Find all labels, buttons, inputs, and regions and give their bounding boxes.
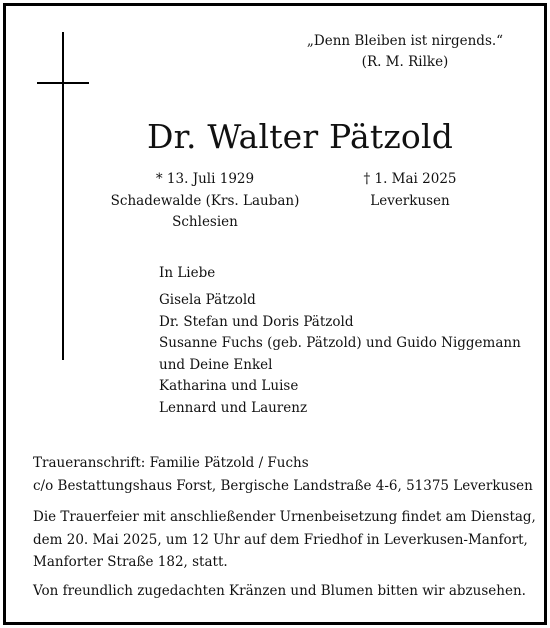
quote-author: (R. M. Rilke) [361,54,449,70]
flowers-note: Von freundlich zugedachten Kränzen und Blumen bitten wir abzusehen. [33,583,526,599]
address-line: Traueranschrift: Familie Pätzold / Fuchs [33,455,309,471]
list-item: Dr. Stefan und Doris Pätzold [159,313,354,330]
birth-date: * 13. Juli 1929 [155,171,255,187]
death-place: Leverkusen [370,192,450,209]
cross-icon-bar [37,82,89,84]
death-block [340,169,480,212]
quote-text: „Denn Bleiben ist nirgends.“ [306,33,504,49]
deceased-name: Dr. Walter Pätzold [146,117,454,156]
death-date: † 1. Mai 2025 [363,171,457,187]
birth-block [105,169,305,234]
birth-region: Schlesien [172,214,238,230]
ceremony-line: Manforter Straße 182, statt. [33,554,228,570]
funeral-address [33,452,533,497]
mourners-intro: In Liebe [159,265,216,281]
birth-place: Schadewalde (Krs. Lauban) [110,192,300,209]
ceremony-line: dem 20. Mai 2025, um 12 Uhr auf dem Friedhof in Leverkusen-Manfort, [33,531,528,548]
address-line: c/o Bestattungshaus Forst, Bergische Landstraße 4-6, 51375 Leverkusen [33,477,533,494]
list-item: Susanne Fuchs (geb. Pätzold) und Guido Niggemann [159,335,521,351]
list-item: Lennard und Laurenz [159,399,308,416]
list-item: Katharina und Luise [159,378,299,394]
list-item: Gisela Pätzold [159,292,256,308]
mourners-list [159,290,521,419]
ceremony-info [33,506,536,574]
ceremony-line: Die Trauerfeier mit anschließender Urnenbeisetzung findet am Dienstag, [33,509,536,525]
list-item: und Deine Enkel [159,356,273,373]
